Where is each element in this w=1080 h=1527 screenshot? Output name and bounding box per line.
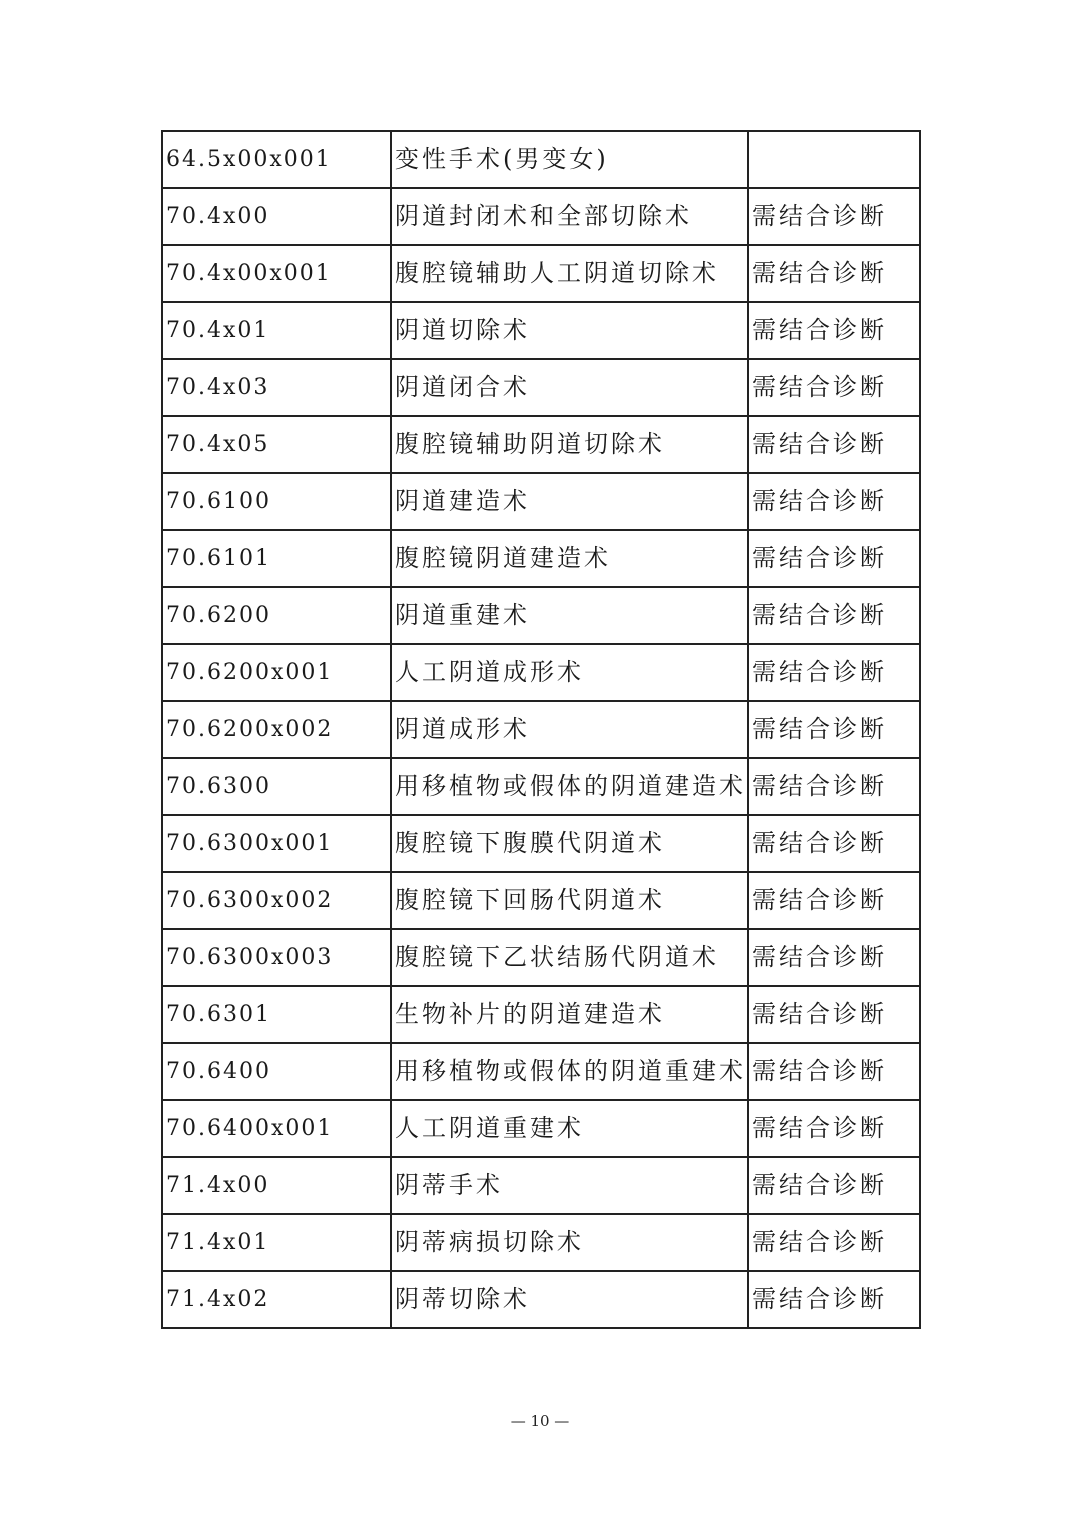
table-row [162,758,920,815]
procedure-name-cell: 变性手术(男变女) [391,131,748,188]
procedure-code-cell: 70.4x05 [162,416,391,473]
procedure-name-cell: 生物补片的阴道建造术 [391,986,748,1043]
procedure-name-cell: 人工阴道重建术 [391,1100,748,1157]
procedure-note-cell: 需结合诊断 [748,302,920,359]
table-row [162,1157,920,1214]
procedure-name-cell: 阴道建造术 [391,473,748,530]
procedure-code-cell: 70.6400x001 [162,1100,391,1157]
procedure-note-cell: 需结合诊断 [748,188,920,245]
table-row [162,815,920,872]
procedure-code-cell: 70.6101 [162,530,391,587]
procedure-note-cell: 需结合诊断 [748,587,920,644]
procedure-table [161,130,921,1329]
table-row [162,530,920,587]
table-row [162,1271,920,1328]
table-row [162,473,920,530]
table-row [162,131,920,188]
procedure-code-cell: 70.6200x001 [162,644,391,701]
procedure-note-cell: 需结合诊断 [748,473,920,530]
procedure-code-cell: 70.6400 [162,1043,391,1100]
procedure-code-cell: 70.6300x002 [162,872,391,929]
procedure-note-cell: 需结合诊断 [748,701,920,758]
table-row [162,245,920,302]
procedure-note-cell: 需结合诊断 [748,1157,920,1214]
procedure-code-cell: 70.6100 [162,473,391,530]
procedure-note-cell: 需结合诊断 [748,644,920,701]
procedure-name-cell: 阴道切除术 [391,302,748,359]
procedure-code-cell: 70.4x00 [162,188,391,245]
procedure-note-cell: 需结合诊断 [748,986,920,1043]
procedure-note-cell: 需结合诊断 [748,758,920,815]
procedure-name-cell: 用移植物或假体的阴道重建术 [391,1043,748,1100]
procedure-name-cell: 阴道封闭术和全部切除术 [391,188,748,245]
table-row [162,1214,920,1271]
procedure-code-cell: 70.6200x002 [162,701,391,758]
procedure-name-cell: 腹腔镜下回肠代阴道术 [391,872,748,929]
procedure-name-cell: 阴道成形术 [391,701,748,758]
procedure-code-cell: 70.6301 [162,986,391,1043]
procedure-name-cell: 人工阴道成形术 [391,644,748,701]
procedure-name-cell: 用移植物或假体的阴道建造术 [391,758,748,815]
procedure-name-cell: 腹腔镜下腹膜代阴道术 [391,815,748,872]
page-number: — 10 — [510,1412,570,1430]
procedure-name-cell: 腹腔镜下乙状结肠代阴道术 [391,929,748,986]
procedure-table-body [162,131,920,1328]
procedure-code-cell: 70.4x01 [162,302,391,359]
table-row [162,302,920,359]
procedure-name-cell: 阴道闭合术 [391,359,748,416]
procedure-code-cell: 71.4x02 [162,1271,391,1328]
procedure-note-cell: 需结合诊断 [748,815,920,872]
procedure-name-cell: 腹腔镜辅助阴道切除术 [391,416,748,473]
procedure-code-cell: 70.6300x001 [162,815,391,872]
procedure-name-cell: 腹腔镜辅助人工阴道切除术 [391,245,748,302]
table-row [162,929,920,986]
procedure-code-cell: 70.6300 [162,758,391,815]
table-row [162,701,920,758]
procedure-code-cell: 70.6200 [162,587,391,644]
procedure-note-cell: 需结合诊断 [748,872,920,929]
procedure-code-cell: 70.4x03 [162,359,391,416]
table-row [162,587,920,644]
table-row [162,1043,920,1100]
table-row [162,644,920,701]
procedure-note-cell: 需结合诊断 [748,1271,920,1328]
table-row [162,188,920,245]
procedure-name-cell: 阴蒂手术 [391,1157,748,1214]
procedure-note-cell: 需结合诊断 [748,416,920,473]
table-row [162,416,920,473]
procedure-note-cell: 需结合诊断 [748,1214,920,1271]
procedure-note-cell: 需结合诊断 [748,1100,920,1157]
procedure-note-cell: 需结合诊断 [748,359,920,416]
procedure-note-cell [748,131,920,188]
procedure-note-cell: 需结合诊断 [748,245,920,302]
procedure-code-cell: 71.4x01 [162,1214,391,1271]
procedure-name-cell: 阴道重建术 [391,587,748,644]
procedure-code-cell: 64.5x00x001 [162,131,391,188]
procedure-note-cell: 需结合诊断 [748,1043,920,1100]
procedure-note-cell: 需结合诊断 [748,530,920,587]
procedure-code-cell: 70.4x00x001 [162,245,391,302]
procedure-code-cell: 70.6300x003 [162,929,391,986]
procedure-name-cell: 阴蒂病损切除术 [391,1214,748,1271]
procedure-name-cell: 腹腔镜阴道建造术 [391,530,748,587]
procedure-note-cell: 需结合诊断 [748,929,920,986]
table-row [162,359,920,416]
table-row [162,872,920,929]
table-row [162,986,920,1043]
procedure-code-cell: 71.4x00 [162,1157,391,1214]
table-row [162,1100,920,1157]
procedure-name-cell: 阴蒂切除术 [391,1271,748,1328]
